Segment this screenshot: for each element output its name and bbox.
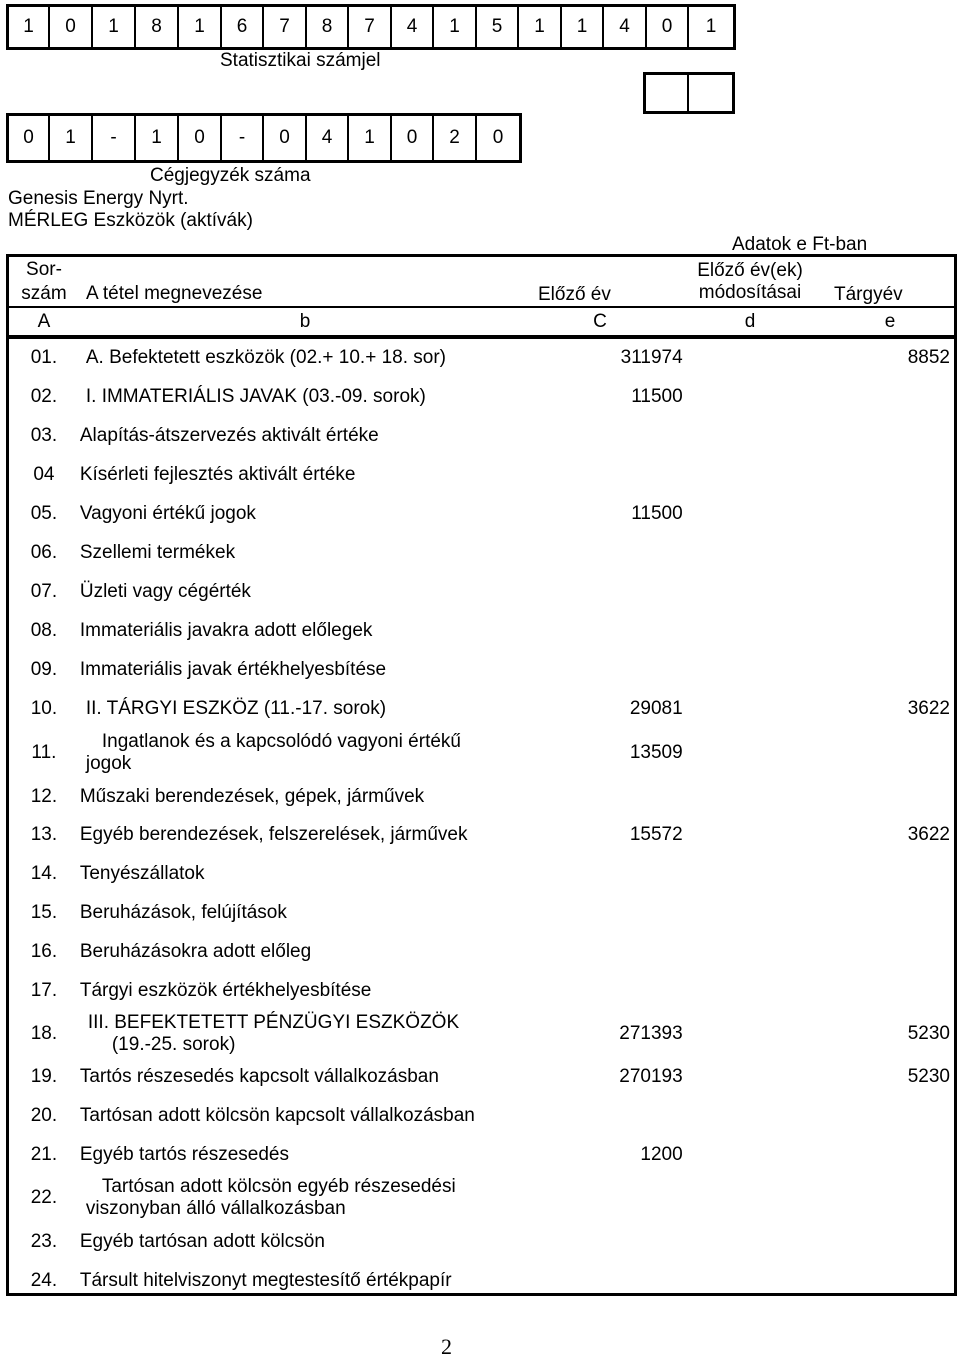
row-current-year: 5230 bbox=[907, 1023, 950, 1044]
table-row bbox=[8, 1135, 956, 1174]
stat-digit: 1 bbox=[434, 7, 477, 47]
row-prev-year: 270193 bbox=[619, 1066, 683, 1087]
row-modification bbox=[693, 689, 823, 728]
reg-number-box bbox=[6, 113, 522, 163]
row-name: Szellemi termékek bbox=[79, 541, 236, 563]
stat-digit: 4 bbox=[392, 7, 434, 47]
row-prev-year: 29081 bbox=[629, 697, 683, 719]
row-current-year bbox=[822, 1096, 956, 1135]
row-modification bbox=[693, 893, 823, 932]
table-row bbox=[8, 854, 956, 893]
row-current-year: 5230 bbox=[907, 1066, 950, 1087]
row-modification bbox=[693, 572, 823, 611]
row-modification bbox=[693, 1261, 823, 1301]
table-row bbox=[8, 932, 956, 971]
table-row bbox=[8, 893, 956, 932]
row-modification bbox=[693, 533, 823, 572]
row-number: 02. bbox=[30, 385, 58, 407]
reg-digit: 1 bbox=[50, 116, 93, 160]
table-row bbox=[8, 815, 956, 854]
row-prev-year bbox=[533, 416, 693, 455]
row-modification bbox=[693, 1010, 823, 1058]
row-name: Tárgyi eszközök értékhelyesbítése bbox=[79, 979, 372, 1001]
row-modification bbox=[693, 728, 823, 778]
col-letter-d: d bbox=[744, 311, 756, 332]
row-modification bbox=[693, 494, 823, 533]
table-row bbox=[8, 338, 956, 377]
header-mod-line1: Előző év(ek) bbox=[697, 260, 803, 281]
stat-digit: 6 bbox=[222, 7, 264, 47]
row-name: Egyéb tartós részesedés bbox=[79, 1143, 289, 1165]
row-current-year: 3622 bbox=[907, 697, 950, 719]
row-modification bbox=[693, 854, 823, 893]
row-name: Tenyészállatok bbox=[79, 862, 205, 884]
table-row bbox=[8, 689, 956, 728]
row-name-line2: jogok bbox=[85, 753, 132, 774]
row-number: 19. bbox=[30, 1066, 58, 1087]
row-modification bbox=[693, 377, 823, 416]
row-number: 09. bbox=[30, 658, 58, 680]
reg-number-label: Cégjegyzék száma bbox=[150, 165, 311, 186]
row-name-line1: III. BEFEKTETETT PÉNZÜGYI ESZKÖZÖK bbox=[87, 1012, 460, 1033]
empty-code-box bbox=[643, 72, 735, 114]
row-name: Tartósan adott kölcsön kapcsolt vállalkozásban bbox=[79, 1104, 475, 1126]
reg-digit: 4 bbox=[307, 116, 349, 160]
row-prev-year bbox=[533, 455, 693, 494]
table-row bbox=[8, 1010, 956, 1058]
row-modification bbox=[693, 1174, 823, 1222]
row-number: 06. bbox=[30, 541, 58, 563]
stat-digit: 8 bbox=[307, 7, 349, 47]
row-number: 20. bbox=[30, 1104, 58, 1126]
row-name: Immateriális javak értékhelyesbítése bbox=[79, 658, 387, 680]
reg-digit: 0 bbox=[179, 116, 222, 160]
row-modification bbox=[693, 1135, 823, 1174]
stat-digit: 1 bbox=[93, 7, 136, 47]
table-row bbox=[8, 1096, 956, 1135]
table-row bbox=[8, 416, 956, 455]
row-number: 22. bbox=[30, 1187, 58, 1208]
table-row bbox=[8, 455, 956, 494]
row-current-year bbox=[822, 455, 956, 494]
row-prev-year bbox=[533, 854, 693, 893]
row-modification bbox=[693, 815, 823, 854]
table-row bbox=[8, 778, 956, 815]
table-row bbox=[8, 1222, 956, 1261]
row-current-year: 3622 bbox=[907, 823, 950, 845]
stat-digit: 1 bbox=[9, 7, 50, 47]
row-prev-year bbox=[533, 1096, 693, 1135]
table-row bbox=[8, 971, 956, 1010]
row-prev-year: 271393 bbox=[619, 1023, 683, 1044]
row-number: 03. bbox=[30, 424, 58, 446]
row-prev-year bbox=[533, 971, 693, 1010]
row-prev-year bbox=[533, 1261, 693, 1301]
row-name bbox=[80, 728, 533, 778]
row-name: Vagyoni értékű jogok bbox=[79, 502, 256, 524]
row-name: A. Befektetett eszközök (02.+ 10.+ 18. sor) bbox=[85, 346, 446, 368]
row-current-year bbox=[822, 1135, 956, 1174]
row-current-year: 8852 bbox=[907, 346, 950, 368]
stat-digit: 7 bbox=[264, 7, 307, 47]
reg-digit: 0 bbox=[492, 127, 504, 148]
row-prev-year: 311974 bbox=[620, 346, 683, 368]
header-prev-year: Előző év bbox=[538, 284, 611, 305]
stat-digit: 7 bbox=[349, 7, 392, 47]
row-number: 21. bbox=[30, 1143, 58, 1165]
stat-digit: 1 bbox=[705, 16, 717, 37]
table-row bbox=[8, 728, 956, 778]
empty-cell bbox=[646, 75, 689, 111]
table-row bbox=[8, 533, 956, 572]
balance-table bbox=[8, 338, 956, 1301]
row-number: 24. bbox=[30, 1270, 58, 1291]
row-prev-year: 13509 bbox=[629, 742, 683, 763]
row-modification bbox=[693, 932, 823, 971]
row-current-year bbox=[822, 854, 956, 893]
row-name bbox=[80, 1010, 533, 1058]
row-name: Üzleti vagy cégérték bbox=[79, 580, 251, 602]
row-prev-year bbox=[533, 572, 693, 611]
row-name: Beruházások, felújítások bbox=[79, 901, 287, 923]
col-letter-a: A bbox=[37, 311, 51, 332]
row-current-year bbox=[822, 416, 956, 455]
row-current-year bbox=[822, 728, 956, 778]
table-row bbox=[8, 377, 956, 416]
row-modification bbox=[693, 1096, 823, 1135]
row-current-year bbox=[822, 494, 956, 533]
row-name-line2: viszonyban álló vállalkozásban bbox=[85, 1198, 346, 1219]
row-prev-year: 11500 bbox=[631, 502, 683, 524]
row-modification bbox=[693, 416, 823, 455]
reg-digit: - bbox=[93, 116, 136, 160]
table-row bbox=[8, 1261, 956, 1301]
row-current-year bbox=[822, 377, 956, 416]
row-prev-year bbox=[533, 1174, 693, 1222]
stat-digit: 1 bbox=[179, 7, 222, 47]
header-current-year: Tárgyév bbox=[834, 284, 903, 305]
row-number: 16. bbox=[30, 940, 58, 962]
row-number: 17. bbox=[30, 979, 58, 1001]
row-name: Immateriális javakra adott előlegek bbox=[79, 619, 373, 641]
row-name-line2: (19.-25. sorok) bbox=[111, 1034, 236, 1055]
row-modification bbox=[693, 971, 823, 1010]
stat-digit: 0 bbox=[50, 7, 93, 47]
row-modification bbox=[693, 778, 823, 815]
row-name: Beruházásokra adott előleg bbox=[79, 940, 312, 962]
row-current-year bbox=[822, 611, 956, 650]
row-prev-year: 11500 bbox=[631, 385, 683, 407]
col-letter-e: e bbox=[884, 311, 896, 332]
reg-digit: 1 bbox=[349, 116, 392, 160]
row-prev-year bbox=[533, 932, 693, 971]
row-number: 10. bbox=[30, 697, 58, 719]
row-name: II. TÁRGYI ESZKÖZ (11.-17. sorok) bbox=[85, 697, 387, 719]
row-number: 01. bbox=[30, 346, 58, 368]
empty-cell bbox=[689, 75, 732, 111]
row-modification bbox=[693, 338, 823, 377]
reg-digit: 0 bbox=[9, 116, 50, 160]
row-current-year bbox=[822, 932, 956, 971]
row-name: Egyéb tartósan adott kölcsön bbox=[79, 1230, 325, 1252]
row-current-year bbox=[822, 893, 956, 932]
row-current-year bbox=[822, 778, 956, 815]
row-modification bbox=[693, 455, 823, 494]
row-name bbox=[80, 1174, 533, 1222]
reg-digit: 0 bbox=[264, 116, 307, 160]
row-number: 14. bbox=[30, 862, 58, 884]
row-current-year bbox=[822, 1174, 956, 1222]
row-number: 07. bbox=[30, 580, 58, 602]
row-name: I. IMMATERIÁLIS JAVAK (03.-09. sorok) bbox=[85, 385, 426, 407]
row-prev-year: 1200 bbox=[640, 1143, 683, 1165]
stat-digit: 0 bbox=[647, 7, 689, 47]
row-name: Műszaki berendezések, gépek, járművek bbox=[79, 785, 425, 807]
unit-note: Adatok e Ft-ban bbox=[732, 234, 868, 255]
row-prev-year bbox=[533, 1222, 693, 1261]
header-sorszam bbox=[8, 258, 80, 306]
header-sorszam-line2: szám bbox=[21, 283, 67, 304]
col-letter-c: C bbox=[593, 311, 607, 332]
row-prev-year bbox=[533, 778, 693, 815]
row-number: 23. bbox=[30, 1230, 58, 1252]
table-row bbox=[8, 494, 956, 533]
row-modification bbox=[693, 1222, 823, 1261]
table-row bbox=[8, 1058, 956, 1096]
row-current-year bbox=[822, 1222, 956, 1261]
row-name: Tartós részesedés kapcsolt vállalkozásban bbox=[79, 1066, 439, 1087]
stat-digit: 1 bbox=[519, 7, 562, 47]
row-name: Kísérleti fejlesztés aktivált értéke bbox=[79, 463, 356, 485]
row-number: 05. bbox=[30, 502, 58, 524]
row-modification bbox=[693, 1058, 823, 1096]
stat-number-box bbox=[6, 4, 736, 50]
header-modifications bbox=[680, 260, 820, 304]
company-name: Genesis Energy Nyrt. bbox=[8, 188, 189, 209]
reg-digit: - bbox=[222, 116, 264, 160]
row-name-line1: Tartósan adott kölcsön egyéb részesedési bbox=[101, 1176, 456, 1197]
page-number: 2 bbox=[441, 1334, 452, 1359]
header-mod-line2: módosításai bbox=[698, 282, 802, 303]
row-name: Egyéb berendezések, felszerelések, járművek bbox=[79, 823, 468, 845]
stat-digit: 8 bbox=[136, 7, 179, 47]
row-current-year bbox=[822, 1261, 956, 1301]
row-number: 08. bbox=[30, 619, 58, 641]
row-prev-year bbox=[533, 893, 693, 932]
row-prev-year: 15572 bbox=[629, 823, 683, 845]
row-prev-year bbox=[533, 650, 693, 689]
row-number: 18. bbox=[30, 1023, 58, 1044]
row-name-line1: Ingatlanok és a kapcsolódó vagyoni értékű bbox=[101, 731, 461, 752]
stat-digit: 5 bbox=[477, 7, 519, 47]
table-row bbox=[8, 650, 956, 689]
row-name: Társult hitelviszonyt megtestesítő értékpapír bbox=[79, 1270, 452, 1291]
row-number: 11. bbox=[31, 742, 57, 763]
row-number: 04 bbox=[33, 463, 55, 485]
row-prev-year bbox=[533, 611, 693, 650]
table-row bbox=[8, 611, 956, 650]
stat-digit: 4 bbox=[604, 7, 647, 47]
reg-digit: 0 bbox=[392, 116, 434, 160]
document-title: MÉRLEG Eszközök (aktívák) bbox=[8, 210, 253, 231]
row-number: 13. bbox=[30, 823, 58, 845]
header-divider bbox=[6, 306, 957, 308]
header-item-name: A tétel megnevezése bbox=[86, 283, 263, 304]
row-modification bbox=[693, 650, 823, 689]
stat-number-label: Statisztikai számjel bbox=[220, 50, 381, 71]
stat-digit: 1 bbox=[562, 7, 604, 47]
row-modification bbox=[693, 611, 823, 650]
table-row bbox=[8, 1174, 956, 1222]
reg-digit: 1 bbox=[136, 116, 179, 160]
row-name: Alapítás-átszervezés aktivált értéke bbox=[79, 424, 379, 446]
row-prev-year bbox=[533, 533, 693, 572]
col-letter-b: b bbox=[299, 311, 311, 332]
row-current-year bbox=[822, 533, 956, 572]
row-current-year bbox=[822, 650, 956, 689]
table-row bbox=[8, 572, 956, 611]
reg-digit: 2 bbox=[434, 116, 477, 160]
row-current-year bbox=[822, 971, 956, 1010]
header-sorszam-line1: Sor- bbox=[26, 259, 62, 280]
row-current-year bbox=[822, 572, 956, 611]
row-number: 15. bbox=[30, 901, 58, 923]
row-number: 12. bbox=[30, 785, 58, 807]
